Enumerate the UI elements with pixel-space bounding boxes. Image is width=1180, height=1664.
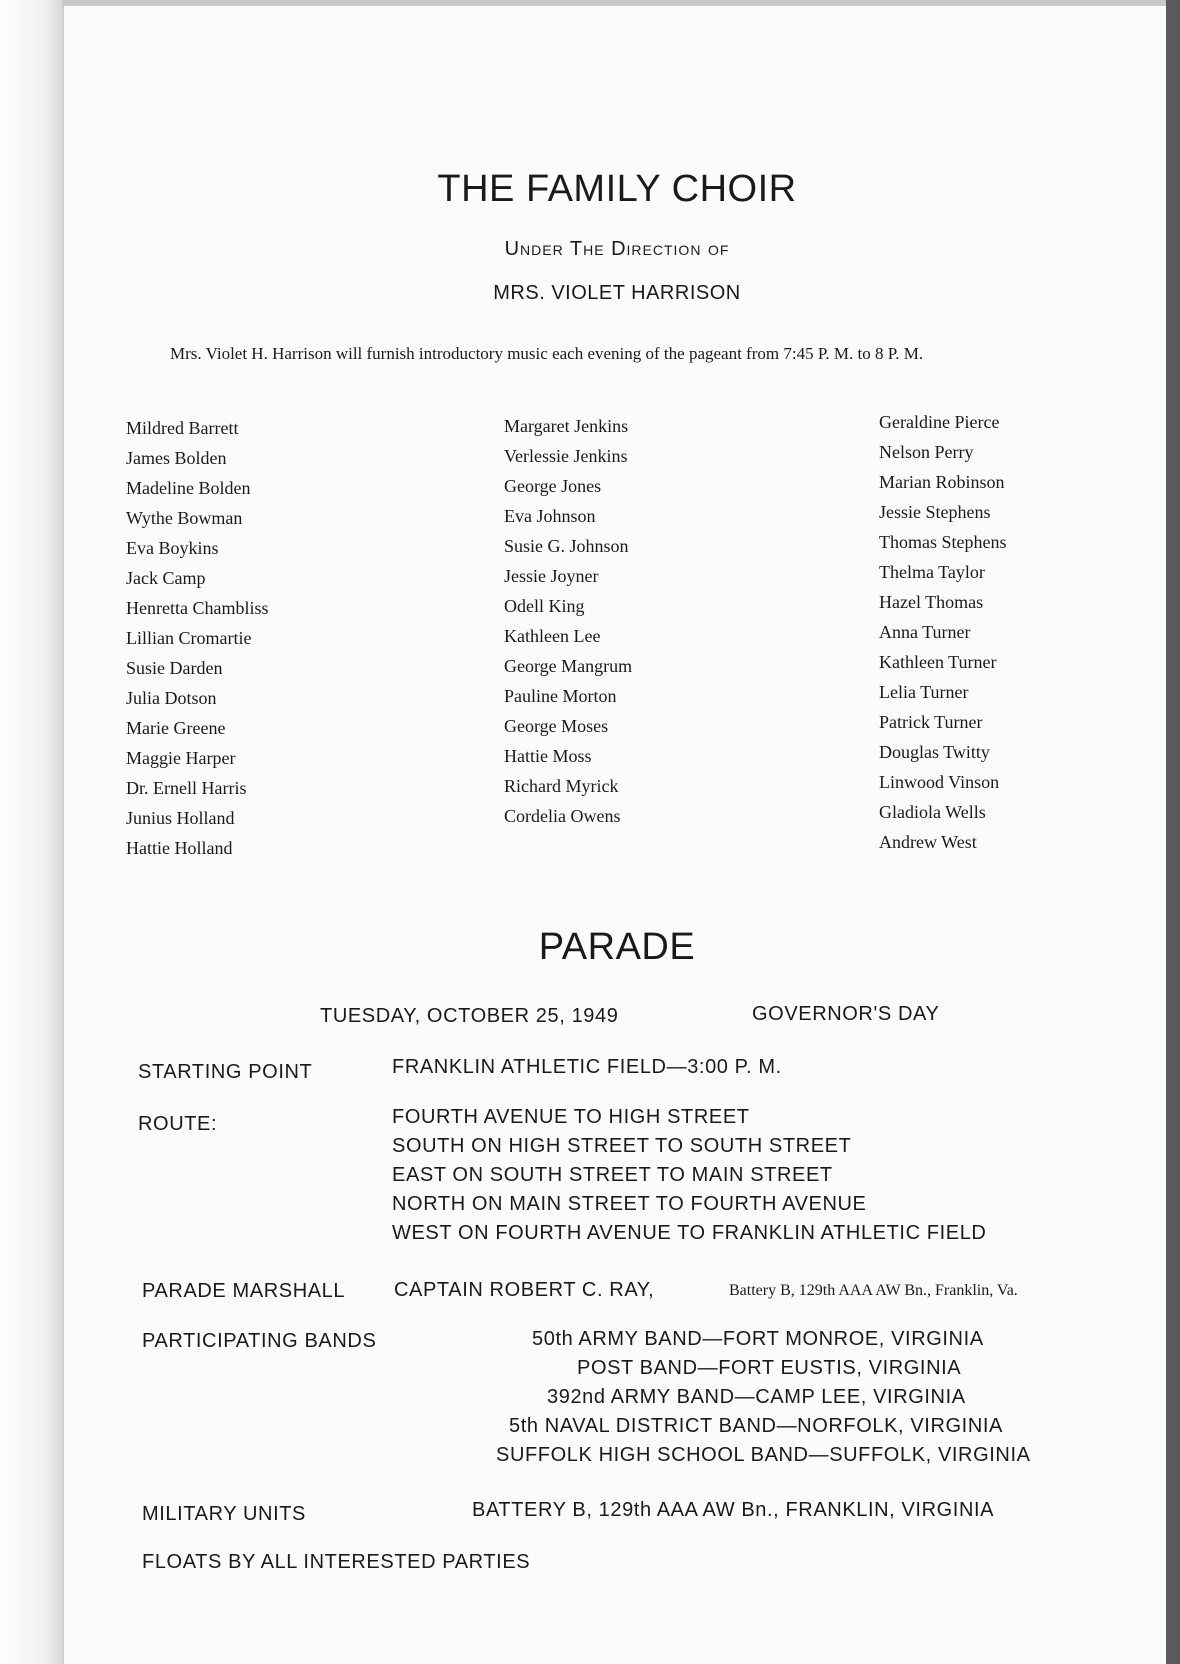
band-line: 392nd ARMY BAND—CAMP LEE, VIRGINIA	[547, 1386, 966, 1408]
member-name: Patrick Turner	[879, 712, 983, 732]
member-name: Richard Myrick	[504, 776, 619, 796]
member-name: Madeline Bolden	[126, 478, 251, 498]
starting-point-value: FRANKLIN ATHLETIC FIELD—3:00 P. M.	[392, 1056, 782, 1078]
member-name: Thelma Taylor	[879, 562, 985, 582]
route-label: ROUTE:	[138, 1113, 218, 1135]
member-name: Jessie Joyner	[504, 566, 599, 586]
band-line: SUFFOLK HIGH SCHOOL BAND—SUFFOLK, VIRGINIA	[496, 1444, 1031, 1466]
member-name: Douglas Twitty	[879, 742, 990, 762]
parade-marshall-name: CAPTAIN ROBERT C. RAY,	[394, 1279, 655, 1301]
member-name: Jack Camp	[126, 568, 206, 588]
member-name: Julia Dotson	[126, 688, 217, 708]
band-line: POST BAND—FORT EUSTIS, VIRGINIA	[577, 1357, 962, 1379]
member-name: Junius Holland	[126, 808, 235, 828]
member-name: James Bolden	[126, 448, 227, 468]
member-name: Verlessie Jenkins	[504, 446, 628, 466]
member-name: Jessie Stephens	[879, 502, 991, 522]
member-name: Mildred Barrett	[126, 418, 239, 438]
route-line: FOURTH AVENUE TO HIGH STREET	[392, 1106, 750, 1128]
member-name: Geraldine Pierce	[879, 412, 1000, 432]
scan-left-margin	[0, 0, 62, 1664]
member-name: Marian Robinson	[879, 472, 1005, 492]
parade-title: PARADE	[538, 926, 696, 968]
choir-intro-note: Mrs. Violet H. Harrison will furnish introductory music each evening of the pageant from 7:45 P. M. to 8 P. M.	[170, 344, 924, 363]
member-name: Odell King	[504, 596, 585, 616]
parade-marshall-label: PARADE MARSHALL	[142, 1280, 346, 1302]
member-name: Henretta Chambliss	[126, 598, 269, 618]
program-page	[62, 0, 1170, 1664]
parade-date: TUESDAY, OCTOBER 25, 1949	[320, 1005, 619, 1027]
member-name: Andrew West	[879, 832, 977, 852]
member-name: Dr. Ernell Harris	[126, 778, 247, 798]
scan-top-edge	[62, 0, 1168, 6]
military-units-label: MILITARY UNITS	[142, 1503, 306, 1525]
member-name: George Jones	[504, 476, 602, 496]
member-name: Cordelia Owens	[504, 806, 621, 826]
member-name: Wythe Bowman	[126, 508, 243, 528]
parade-day-name: GOVERNOR'S DAY	[752, 1003, 940, 1025]
member-name: Maggie Harper	[126, 748, 236, 768]
member-name: Susie G. Johnson	[504, 536, 629, 556]
member-name: Susie Darden	[126, 658, 223, 678]
participating-bands-label: PARTICIPATING BANDS	[142, 1330, 377, 1352]
route-line: EAST ON SOUTH STREET TO MAIN STREET	[392, 1164, 833, 1186]
member-name: Marie Greene	[126, 718, 226, 738]
member-name: Hattie Moss	[504, 746, 592, 766]
military-units-value: BATTERY B, 129th AAA AW Bn., FRANKLIN, VIRGINIA	[472, 1499, 995, 1521]
choir-director: MRS. VIOLET HARRISON	[493, 282, 741, 304]
scan-right-edge	[1166, 0, 1180, 1664]
member-name: Hazel Thomas	[879, 592, 984, 612]
member-name: Eva Boykins	[126, 538, 219, 558]
route-line: WEST ON FOURTH AVENUE TO FRANKLIN ATHLETIC FIELD	[392, 1222, 987, 1244]
member-name: Kathleen Lee	[504, 626, 601, 646]
member-name: Margaret Jenkins	[504, 416, 629, 436]
member-name: Lillian Cromartie	[126, 628, 252, 648]
parade-marshall-unit: Battery B, 129th AAA AW Bn., Franklin, Va.	[729, 1282, 1018, 1299]
route-line: NORTH ON MAIN STREET TO FOURTH AVENUE	[392, 1193, 867, 1215]
member-name: Nelson Perry	[879, 442, 974, 462]
member-name: Eva Johnson	[504, 506, 596, 526]
starting-point-label: STARTING POINT	[138, 1061, 313, 1083]
band-line: 50th ARMY BAND—FORT MONROE, VIRGINIA	[532, 1328, 984, 1350]
choir-title: THE FAMILY CHOIR	[437, 168, 797, 210]
member-name: Anna Turner	[879, 622, 971, 642]
band-line: 5th NAVAL DISTRICT BAND—NORFOLK, VIRGINIA	[509, 1415, 1003, 1437]
member-name: Lelia Turner	[879, 682, 969, 702]
floats-note: FLOATS BY ALL INTERESTED PARTIES	[142, 1551, 531, 1573]
member-name: George Mangrum	[504, 656, 633, 676]
choir-subtitle: Under The Direction of	[504, 238, 730, 260]
member-name: Hattie Holland	[126, 838, 233, 858]
member-name: Pauline Morton	[504, 686, 617, 706]
member-name: George Moses	[504, 716, 609, 736]
route-line: SOUTH ON HIGH STREET TO SOUTH STREET	[392, 1135, 852, 1157]
member-name: Kathleen Turner	[879, 652, 997, 672]
member-name: Gladiola Wells	[879, 802, 986, 822]
member-name: Linwood Vinson	[879, 772, 1000, 792]
member-name: Thomas Stephens	[879, 532, 1007, 552]
